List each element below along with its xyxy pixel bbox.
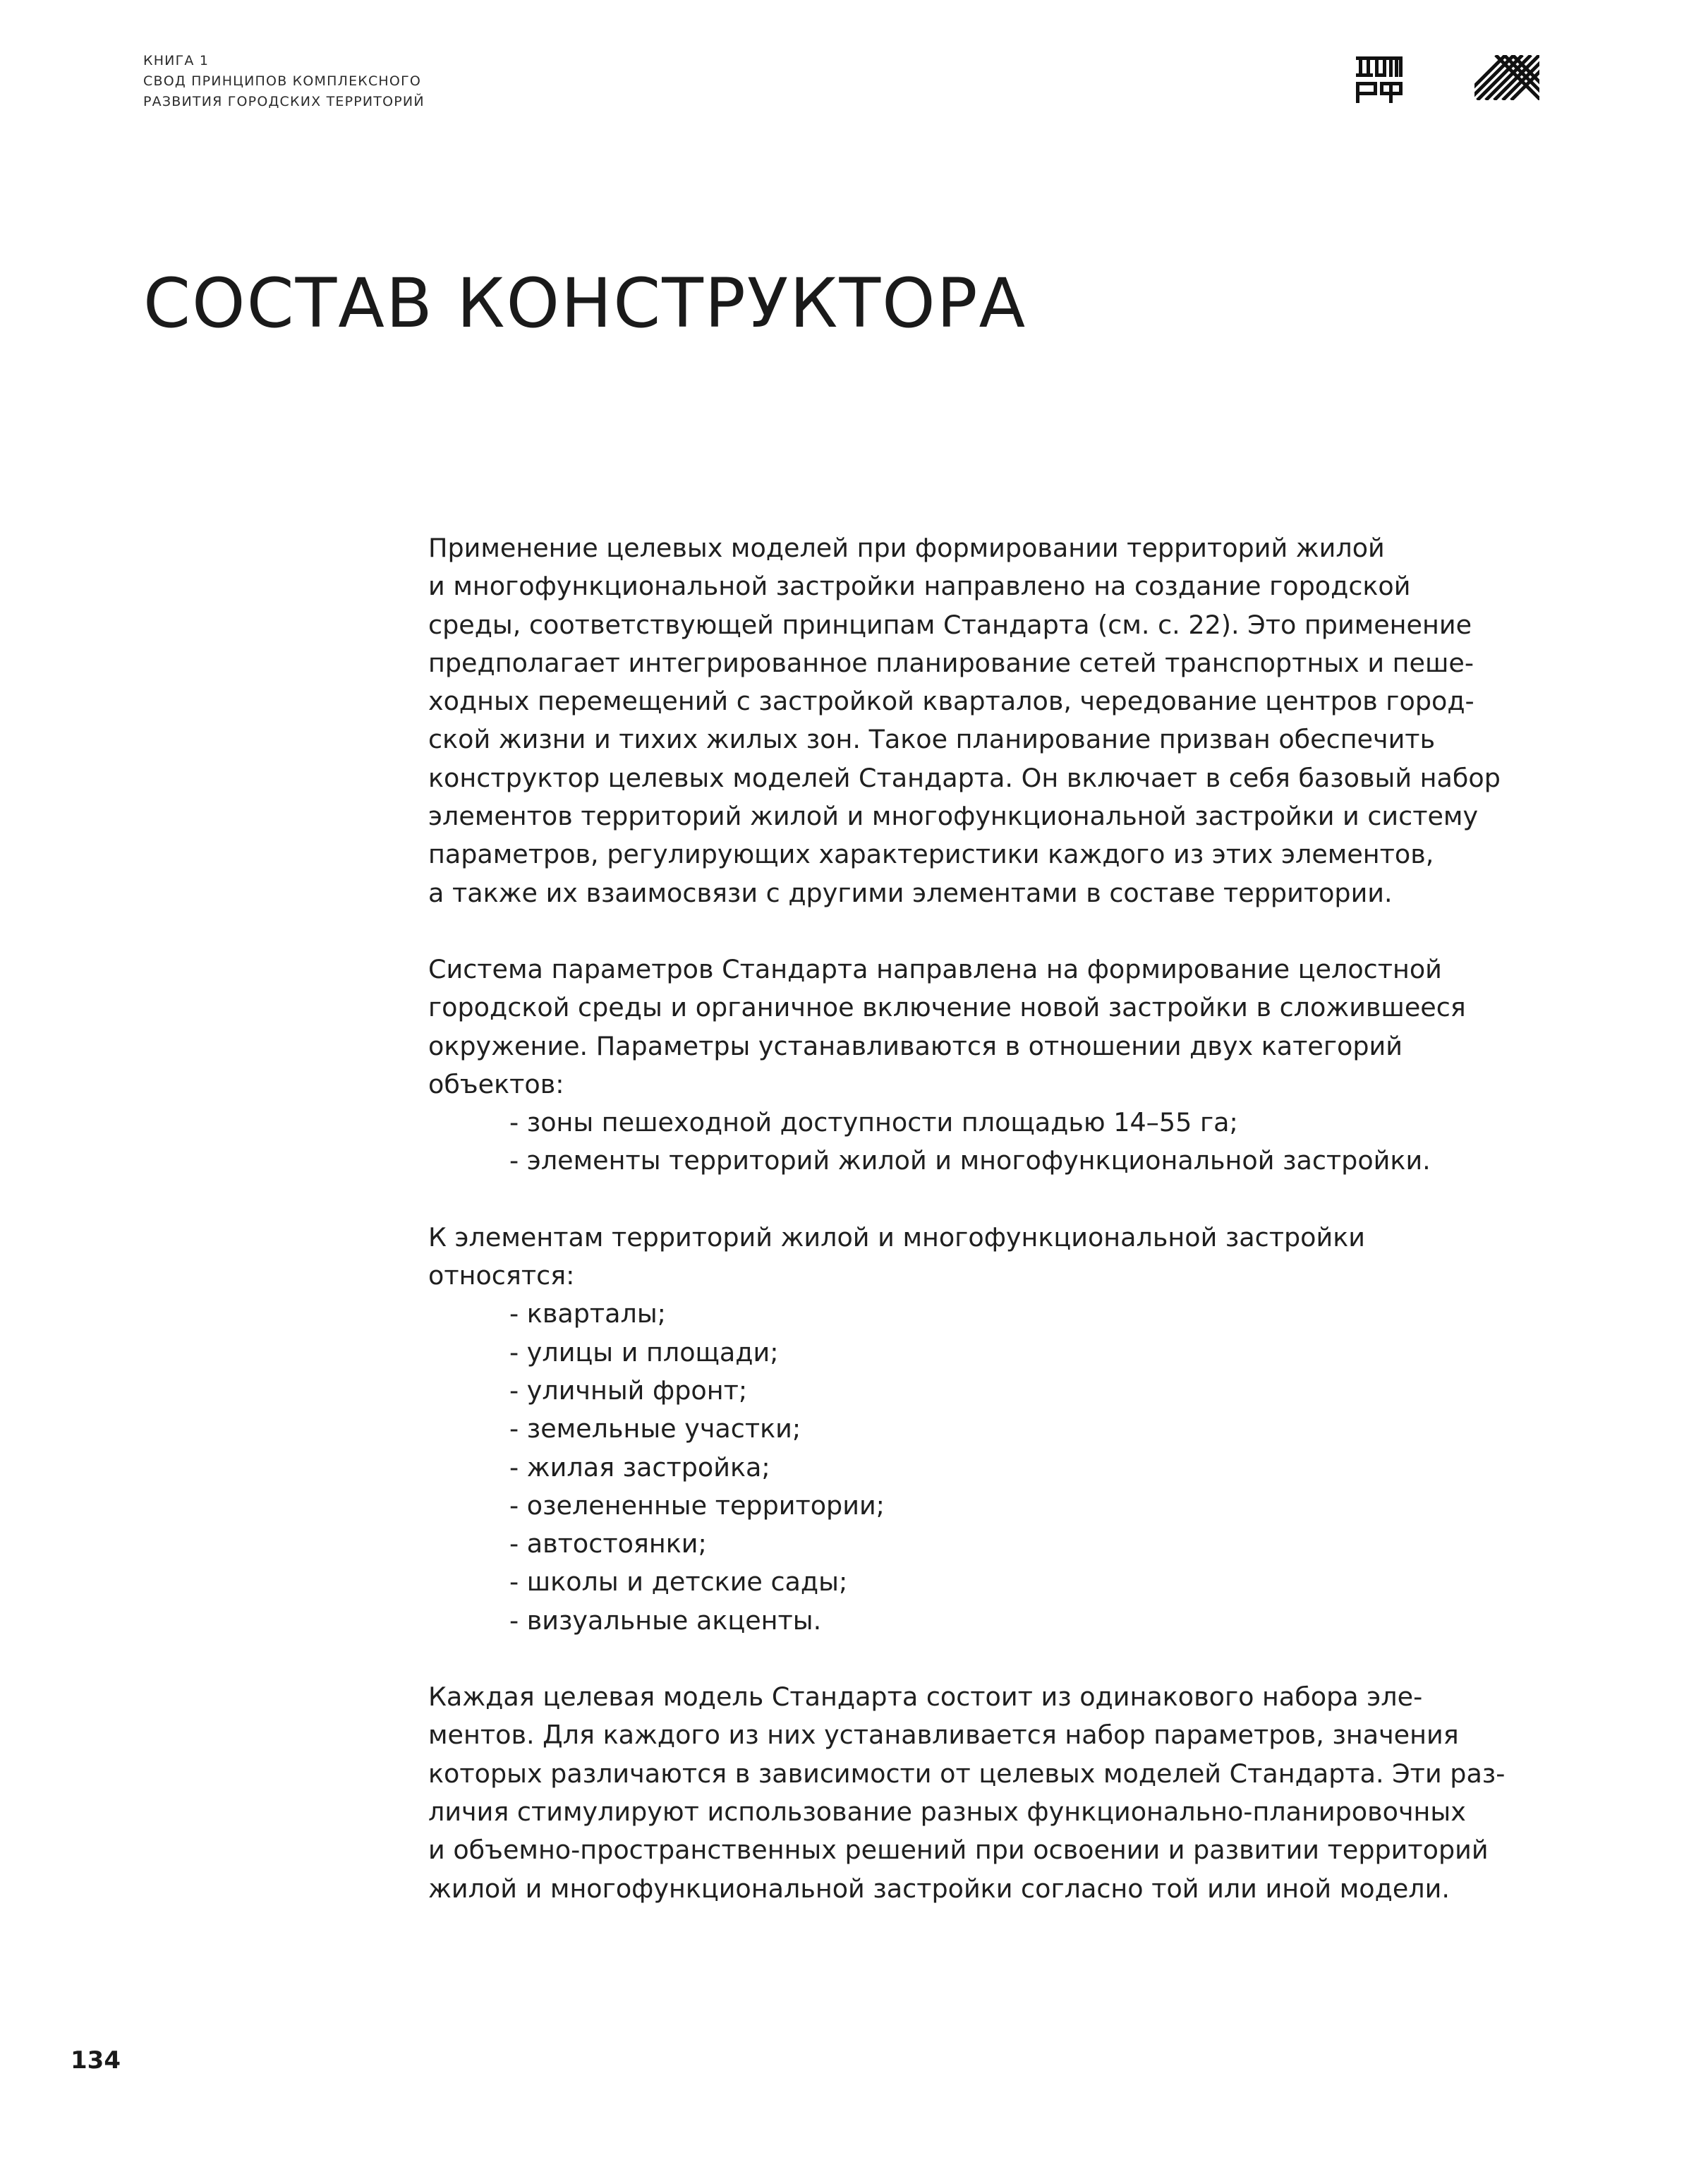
list-item: - улицы и площади; (509, 1334, 1557, 1372)
list-item: - земельные участки; (509, 1410, 1557, 1448)
list-item: - зоны пешеходной доступности площадью 14–55 га; (509, 1104, 1557, 1142)
list-item: - элементы территорий жилой и многофункциональной застройки. (509, 1142, 1557, 1180)
text-line: ментов. Для каждого из них устанавливается набор параметров, значения (428, 1720, 1459, 1751)
header-line-title-2: РАЗВИТИЯ ГОРОДСКИХ ТЕРРИТОРИЙ (143, 94, 425, 109)
page-title: СОСТАВ КОНСТРУКТОРА (143, 264, 1027, 343)
page-number: 134 (71, 2046, 121, 2075)
main-text (428, 529, 1557, 1946)
dom-rf-logo (1355, 55, 1404, 104)
header-line-title-1: СВОД ПРИНЦИПОВ КОМПЛЕКСНОГО (143, 73, 422, 89)
text-line: предполагает интегрированное планирование сетей транспортных и пеше- (428, 647, 1474, 678)
text-line: а также их взаимосвязи с другими элементами в составе территории. (428, 877, 1393, 908)
text-line: среды, соответствующей принципам Стандарта (см. с. 22). Это применение (428, 609, 1472, 640)
paragraph-elements (428, 1219, 1557, 1296)
elements-list (428, 1295, 1557, 1640)
header-line-book: КНИГА 1 (143, 53, 210, 68)
text-line: жилой и многофункциональной застройки согласно той или иной модели. (428, 1873, 1450, 1904)
text-line: ходных перемещений с застройкой кварталов, чередование центров город- (428, 686, 1474, 717)
list-item: - школы и детские сады; (509, 1563, 1557, 1601)
text-line: элементов территорий жилой и многофункциональной застройки и систему (428, 801, 1479, 832)
text-line: К элементам территорий жилой и многофункциональной застройки (428, 1221, 1365, 1252)
text-line: личия стимулируют использование разных функционально-планировочных (428, 1796, 1466, 1827)
object-categories-list (428, 1104, 1557, 1181)
text-line: окружение. Параметры устанавливаются в отношении двух категорий (428, 1030, 1403, 1061)
text-line: и многофункциональной застройки направлено на создание городской (428, 571, 1411, 602)
list-item: - озелененные территории; (509, 1487, 1557, 1525)
text-line: Каждая целевая модель Стандарта состоит из одинакового набора эле- (428, 1682, 1423, 1713)
list-item: - уличный фронт; (509, 1372, 1557, 1410)
text-line: которых различаются в зависимости от целевых моделей Стандарта. Эти раз- (428, 1758, 1506, 1789)
text-line: Система параметров Стандарта направлена на формирование целостной (428, 953, 1442, 984)
paragraph-models (428, 1678, 1557, 1908)
text-line: относятся: (428, 1260, 575, 1291)
list-item: - автостоянки; (509, 1525, 1557, 1563)
pattern-logo (1474, 55, 1539, 100)
text-line: параметров, регулирующих характеристики каждого из этих элементов, (428, 839, 1434, 870)
text-line: ской жизни и тихих жилых зон. Такое планирование призван обеспечить (428, 724, 1436, 755)
text-line: Применение целевых моделей при формировании территорий жилой (428, 533, 1385, 563)
list-item: - жилая застройка; (509, 1449, 1557, 1487)
list-item: - визуальные акценты. (509, 1602, 1557, 1640)
text-line: конструктор целевых моделей Стандарта. Он включает в себя базовый набор (428, 762, 1501, 793)
text-line: и объемно-пространственных решений при освоении и развитии территорий (428, 1835, 1489, 1866)
list-item: - кварталы; (509, 1295, 1557, 1333)
paragraph-intro (428, 529, 1557, 912)
text-line: городской среды и органичное включение новой застройки в сложившееся (428, 992, 1466, 1023)
running-header (143, 51, 425, 112)
paragraph-parameters (428, 950, 1557, 1104)
text-line: объектов: (428, 1068, 564, 1099)
